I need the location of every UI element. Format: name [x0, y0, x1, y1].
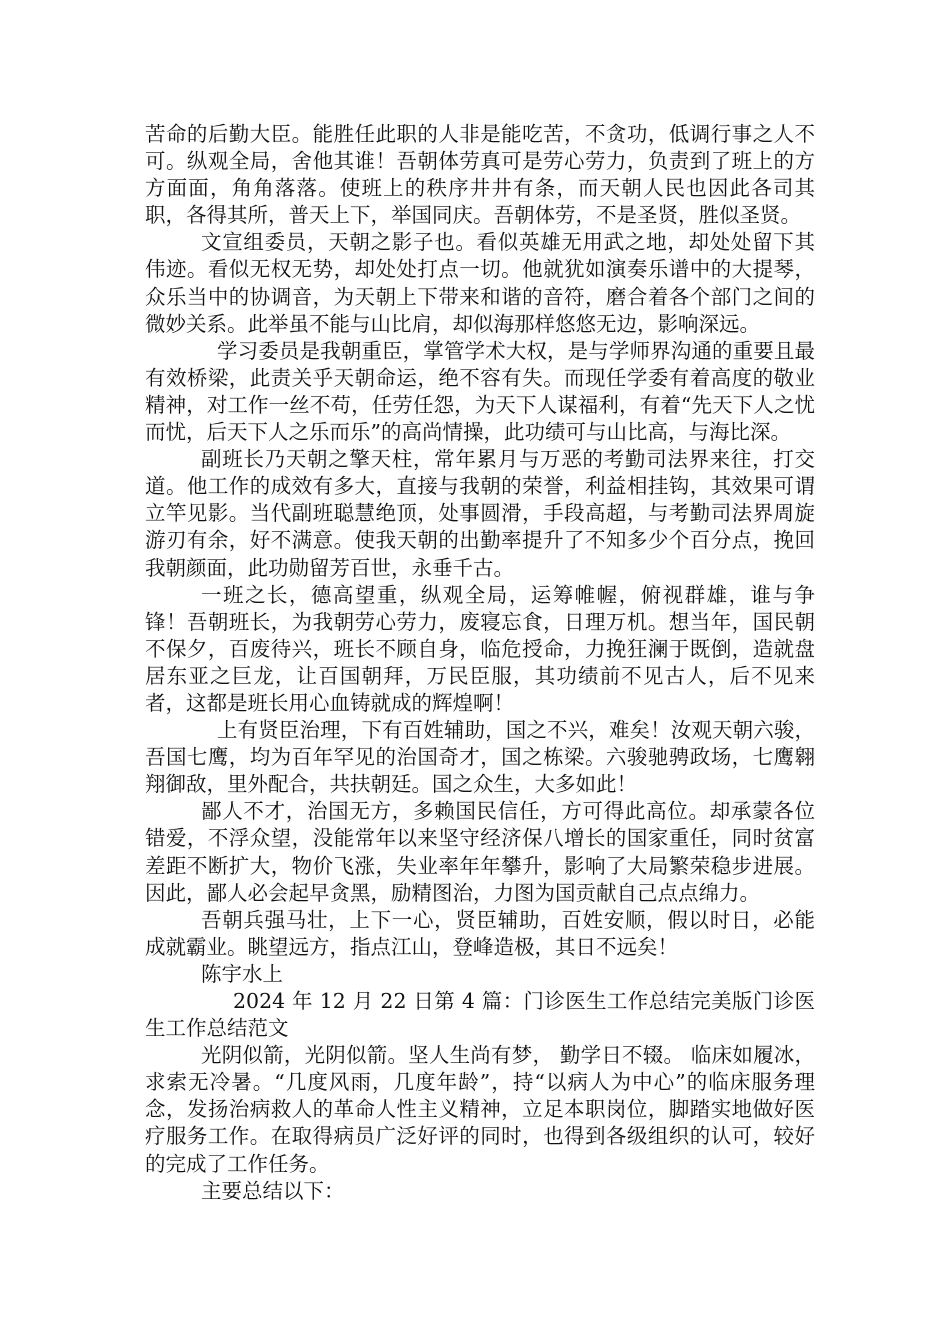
- paragraph-study-member: 学习委员是我朝重臣，掌管学术大权，是与学师界沟通的重要且最有效桥梁，此责关乎天朝命运，绝不容有失。而现任学委有着高度的敬业精神，对工作一丝不苟，任劳任怨，为天下人谋福利，有着“先天下人之忧而忧，后天下人之乐而乐”的高尚情操，此功绩可与山比高，与海比深。: [145, 338, 815, 445]
- paragraph-vice-monitor: 副班长乃天朝之擎天柱，常年累月与万恶的考勤司法界来往，打交道。他工作的成效有多大，直接与我朝的荣誉，利益相挂钩，其效果可谓立竿见影。当代副班聪慧绝顶，处事圆滑，手段高超，与考勤司法界周旋游刃有余，好不满意。使我天朝的出勤率提升了不知多少个百分点，挽回我朝颜面，此功勋留芳百世，永垂千古。: [145, 447, 815, 580]
- paragraph-wise-ministers: 上有贤臣治理，下有百姓辅助，国之不兴，难矣！汝观天朝六骏，吾国七鹰，均为百年罕见的治国奇才，国之栋梁。六骏驰骋政场，七鹰翱翔御敌，里外配合，共扶朝廷。国之众生，大多如此！: [145, 718, 815, 797]
- paragraph-clinic-intro: 光阴似箭，光阴似箭。坚人生尚有梦， 勤学日不辍。 临床如履冰， 求索无冷暑。“几度风雨，几度年龄”，持“以病人为中心”的临床服务理念，发扬治病救人的革命人性主义精神，立足本职岗位，脚踏实地做好医疗服务工作。在取得病员广泛好评的同时，也得到各级组织的认可，较好的完成了工作任务。: [145, 1043, 815, 1176]
- author-signature: 陈宇水上: [201, 961, 283, 986]
- paragraph-publicity-member: 文宣组委员，天朝之影子也。看似英雄无用武之地，却处处留下其伟迹。看似无权无势，却处处打点一切。他就犹如演奏乐谱中的大提琴，众乐当中的协调音，为天朝上下带来和谐的音符，磨合着各个部门之间的微妙关系。此举虽不能与山比肩，却似海那样悠悠无边，影响深远。: [145, 230, 815, 336]
- paragraph-summary-lead: 主要总结以下：: [201, 1178, 345, 1203]
- paragraph-class-monitor: 一班之长，德高望重，纵观全局，运筹帷幄，俯视群雄，谁与争锋！吾朝班长，为我朝劳心劳力，废寝忘食，日理万机。想当年，国民朝不保夕，百废待兴，班长不顾自身，临危授命，力挽狂澜于既倒，造就盘居东亚之巨龙，让百国朝拜，万民臣服，其功绩前不见古人，后不见来者，这都是班长用心血铸就成的辉煌啊！: [145, 582, 815, 715]
- section-heading-date: 2024 年 12 月 22 日第 4 篇：门诊医生工作总结完美版门诊医生工作总结范文: [145, 989, 815, 1041]
- paragraph-humble-self: 鄙人不才，治国无方，多赖国民信任，方可得此高位。却承蒙各位错爱，不浮众望，没能常年以来坚守经济保八增长的国家重任，同时贫富差距不断扩大，物价飞涨，失业率年年攀升，影响了大局繁荣稳步进展。因此，鄙人必会起早贪黑，励精图治，力图为国贡献自己点点绵力。: [145, 799, 815, 905]
- paragraph-strong-dynasty: 吾朝兵强马壮，上下一心，贤臣辅助，百姓安顺，假以时日，必能成就霸业。眺望远方，指点江山，登峰造极，其日不远矣！: [145, 907, 815, 959]
- paragraph-logistics-minister: 苦命的后勤大臣。能胜任此职的人非是能吃苦，不贪功，低调行事之人不可。纵观全局，舍他其谁！吾朝体劳真可是劳心劳力，负责到了班上的方方面面，角角落落。使班上的秩序井井有条，而天朝人民也因此各司其职，各得其所，普天上下，举国同庆。吾朝体劳，不是圣贤，胜似圣贤。: [145, 122, 815, 228]
- document-body: [145, 121, 815, 1205]
